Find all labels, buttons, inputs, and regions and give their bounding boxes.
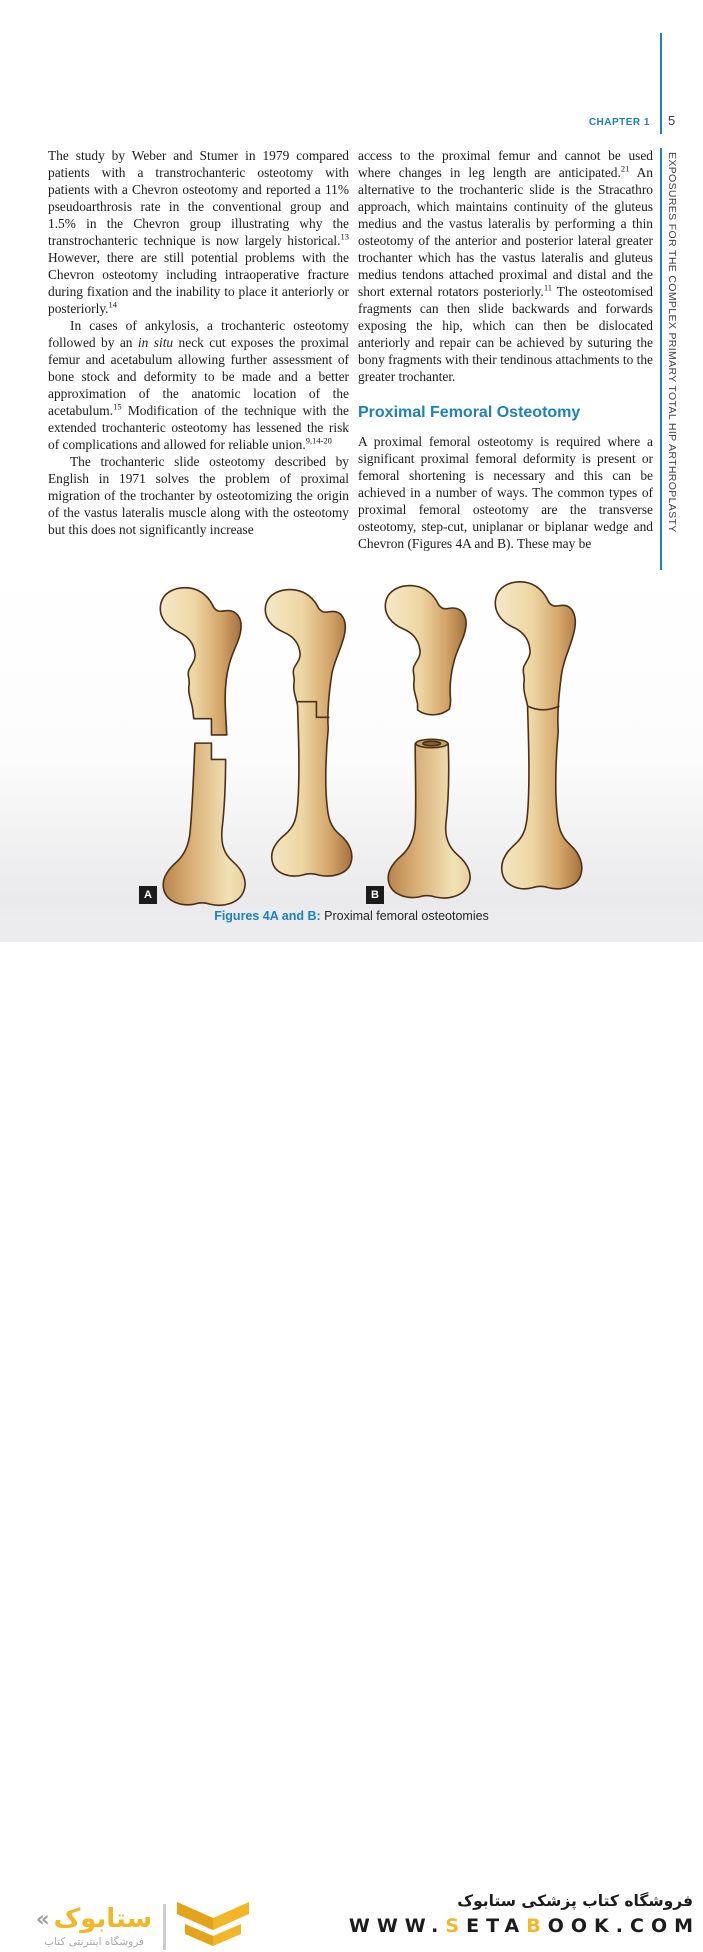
setabook-logo <box>36 1902 249 1952</box>
figure-label-a: A <box>139 886 157 904</box>
header-divider-rule <box>660 33 662 134</box>
right-text-column <box>358 147 653 552</box>
logo-angle-icon: « <box>36 1907 50 1931</box>
paragraph: A proximal femoral osteotomy is required where a significant proximal femoral deformity is present or femoral shortening is necessary and this can be achieved in a number of ways. The common types of proximal femoral osteotomy are the transverse osteotomy, step-cut, uniplanar or biplanar wedge and Chevron (Figures 4A and B). These may be <box>358 434 653 551</box>
page-number: 5 <box>668 113 676 128</box>
paragraph: The trochanteric slide osteotomy described by English in 1971 solves the problem of proximal migration of the trochanter by osteotomizing the origin of the vastus lateralis muscle along with the osteotomy but this does not significantly increase <box>48 454 349 537</box>
figure-label-b: B <box>366 886 384 904</box>
chapter-label: CHAPTER 1 <box>588 117 650 128</box>
double-chevron-logo-icon <box>177 1902 249 1952</box>
femur-transverse-separated <box>385 586 470 898</box>
figure-caption <box>0 909 703 923</box>
logo-wordmark: ستابوک <box>53 1904 153 1934</box>
logo-divider <box>163 1904 166 1950</box>
figure-caption-text: Proximal femoral osteotomies <box>320 909 489 923</box>
paragraph: The study by Weber and Stumer in 1979 compared patients with a transtrochanteric osteotomy with patients with a Chevron osteotomy and reported a 11% pseudoarthrosis rate in the conventional group and 1.5% in the Chevron group illustrating why the transtrochanteric technique is now largely historical.$^{13}$ However, there are still potential problems with the Chevron osteotomy including intraoperative fracture during fixation and the inability to place it anteriorly or posteriorly.$^{14}$ <box>48 148 349 316</box>
femur-transverse-joined <box>495 582 582 889</box>
femur-step-cut-joined <box>265 590 352 876</box>
logo-tagline: فروشگاه اینترنتی کتاب <box>44 1936 145 1948</box>
figure-4-illustration <box>0 570 703 942</box>
footer-store-info <box>348 1892 700 1937</box>
section-heading: Proximal Femoral Osteotomy <box>358 404 581 421</box>
store-url: WWW.SETABOOK.COM <box>348 1915 700 1937</box>
paragraph: access to the proximal femur and cannot be used where changes in leg length are anticipated.$^{21}$ An alternative to the trochanteric slide is the Stracathro approach, which maintains continuity of the gluteus medius and the vastus lateralis by performing a thin osteotomy of the anterior and posterior lateral greater trochanter which has the vastus lateralis and gluteus medius tendons attached proximal and distal and the short external rotators posteriorly.$^{11}$ The osteotomised fragments can then slide backwards and forwards exposing the hip, which can then be dislocated anteriorly and repair can be achieved by suturing the bony fragments with their tendinous attachments to the greater trochanter. <box>358 148 653 384</box>
femur-step-cut-separated <box>160 588 245 906</box>
femur-osteotomy-drawing <box>0 570 703 942</box>
figure-caption-number: Figures 4A and B: <box>214 909 321 923</box>
store-title: فروشگاه کتاب پزشکی ستابوک <box>457 1892 693 1910</box>
left-text-column <box>48 147 349 538</box>
publisher-footer <box>0 942 703 1948</box>
sidebar-vertical-title: EXPOSURES FOR THE COMPLEX PRIMARY TOTAL HIP ARTHROPLASTY <box>666 152 678 533</box>
paragraph: In cases of ankylosis, a trochanteric osteotomy followed by an in situ neck cut exposes the proximal femur and acetabulum allowing further assessment of bone stock and deformity to be made and a better approximation of the anatomic location of the acetabulum.$^{15}$ Modification of the technique with the extended trochanteric osteotomy has lessened the risk of complications and allowed for reliable union.$^{9,14-20}$ <box>48 318 349 452</box>
setabook-wordmark-block <box>36 1906 152 1948</box>
